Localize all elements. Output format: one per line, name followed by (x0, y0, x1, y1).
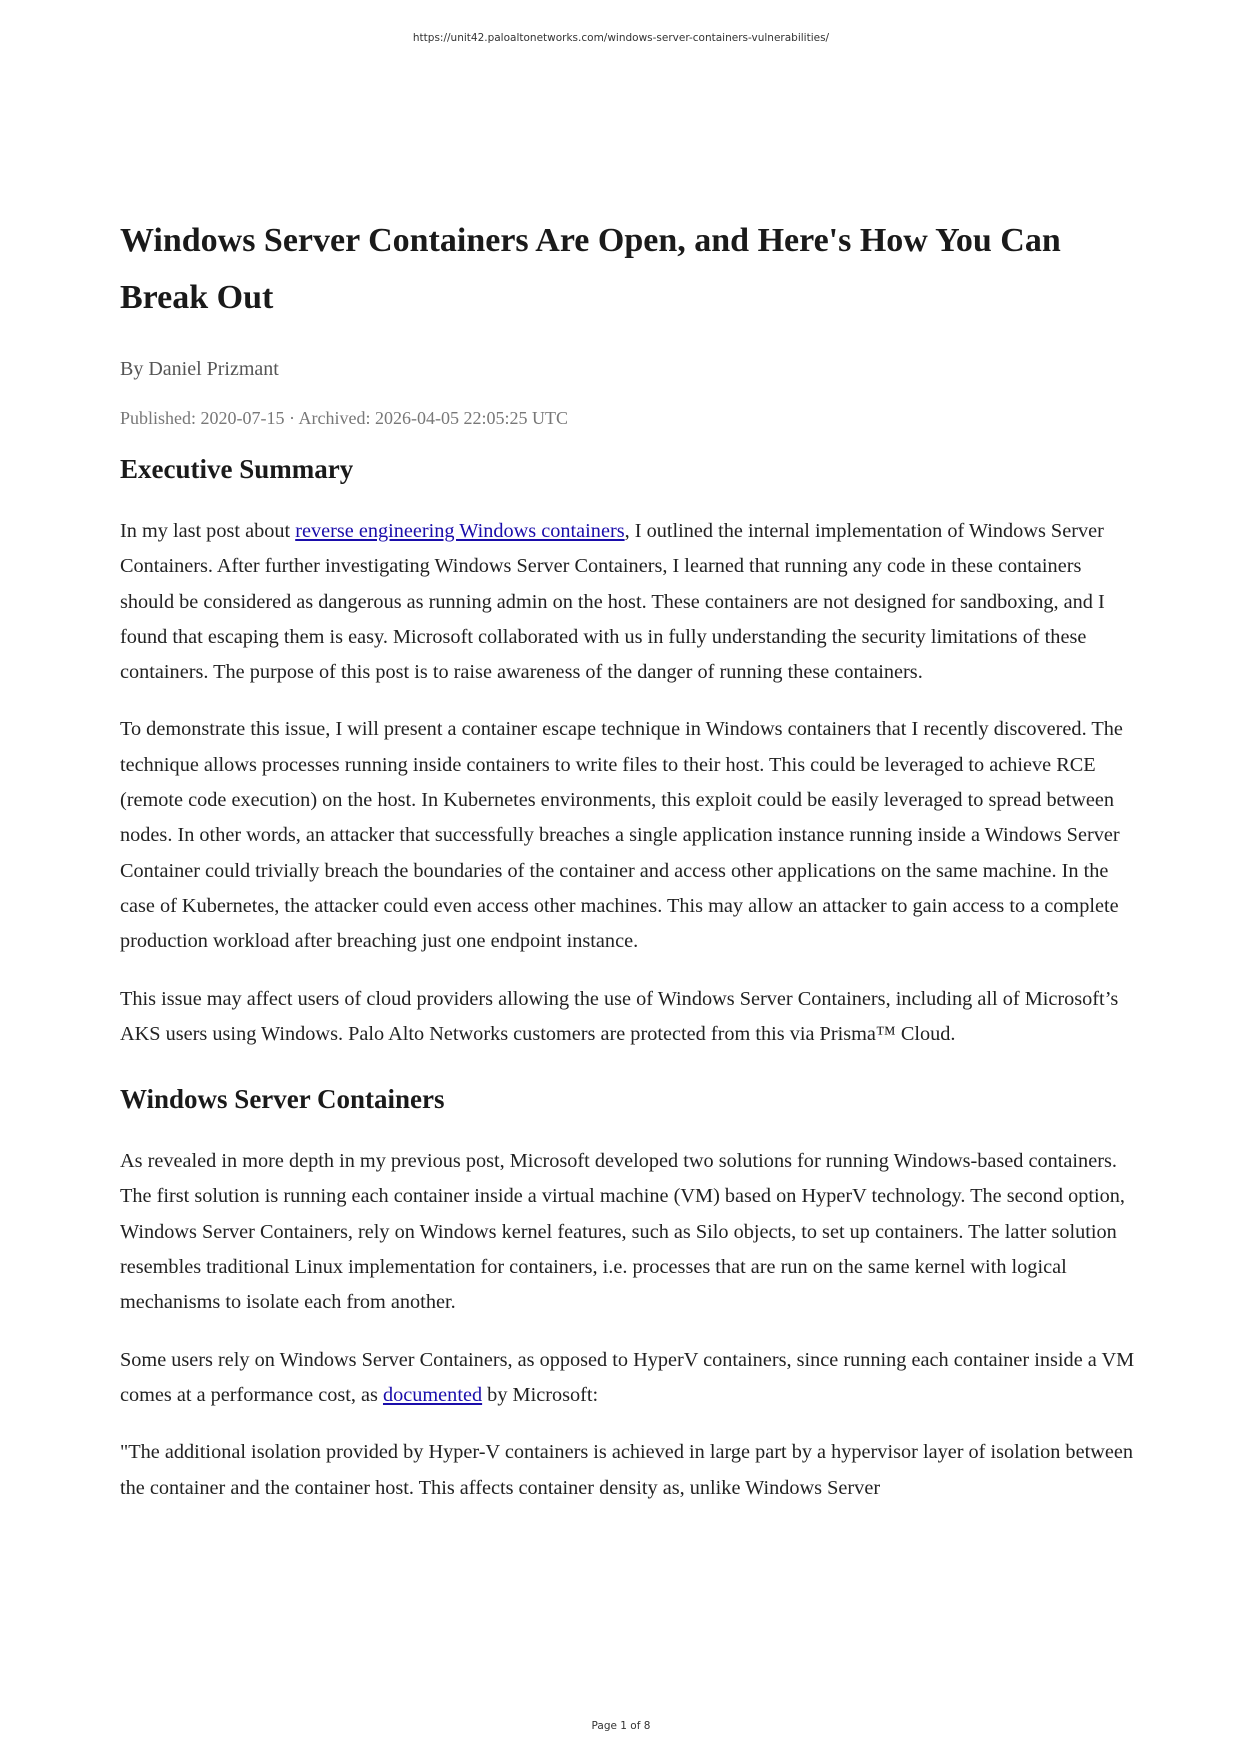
documented-link[interactable]: documented (382, 1383, 483, 1406)
section-heading-executive-summary: Executive Summary (120, 454, 354, 484)
page-number: Page 1 of 8 (591, 1720, 651, 1732)
paragraph-text: Some users rely on Windows Server Containers, as opposed to HyperV containers, since running each container inside a VM comes at a performance cost, as (120, 1348, 1135, 1406)
page-url-header: https://unit42.paloaltonetworks.com/windows-server-containers-vulnerabilities/ (412, 32, 830, 44)
paragraph: This issue may affect users of cloud providers allowing the use of Windows Server Containers, including all of Microsoft’s AKS users using Windows. Palo Alto Networks customers are protected from this via Prisma™ Cloud. (120, 987, 1119, 1045)
paragraph-text: by Microsoft: (482, 1383, 599, 1406)
quote-paragraph: "The additional isolation provided by Hyper-V containers is achieved in large part by a hypervisor layer of isolation between the container and the container host. This affects container density as, unlike Windows Server (120, 1441, 1134, 1499)
paragraph (120, 1343, 1135, 1414)
paragraph-text: , I outlined the internal implementation of Windows Server Containers. After further investigating Windows Server Containers, I learned that running any code in these containers should be considered as dangerous as running admin on the host. These containers are not designed for sandboxing, and I found that escaping them is easy. Microsoft collaborated with us in fully understanding the security limitations of these containers. The purpose of this post is to raise awareness of the danger of running these containers. (120, 520, 1105, 684)
paragraph-text: In my last post about (120, 520, 296, 542)
article-title: Windows Server Containers Are Open, and Here's How You Can Break Out (120, 222, 1061, 316)
reverse-engineering-link[interactable]: reverse engineering Windows containers (295, 520, 625, 542)
section-heading-windows-server-containers: Windows Server Containers (120, 1084, 445, 1115)
paragraph: To demonstrate this issue, I will present a container escape technique in Windows containers that I recently discovered. The technique allows processes running inside containers to write files to their host. This could be leveraged to achieve RCE (remote code execution) on the host. In Kubernetes environments, this exploit could be easily leveraged to spread between nodes. In other words, an attacker that successfully breaches a single application instance running inside a Windows Server Container could trivially breach the boundaries of the container and access other applications on the same machine. In the case of Kubernetes, the attacker could even access other machines. This may allow an attacker to gain access to a complete production workload after breaching just one endpoint instance. (120, 718, 1123, 953)
article (120, 212, 1135, 1506)
paragraph (120, 514, 1135, 690)
paragraph: As revealed in more depth in my previous post, Microsoft developed two solutions for running Windows-based containers. The first solution is running each container inside a virtual machine (VM) based on HyperV technology. The second option, Windows Server Containers, rely on Windows kernel features, such as Silo objects, to set up containers. The latter solution resembles traditional Linux implementation for containers, i.e. processes that are run on the same kernel with logical mechanisms to isolate each from another. (120, 1150, 1125, 1314)
author-byline: By Daniel Prizmant (120, 358, 279, 380)
publish-date: Published: 2020-07-15 · Archived: 2026-04-05 22:05:25 UTC (120, 408, 568, 428)
